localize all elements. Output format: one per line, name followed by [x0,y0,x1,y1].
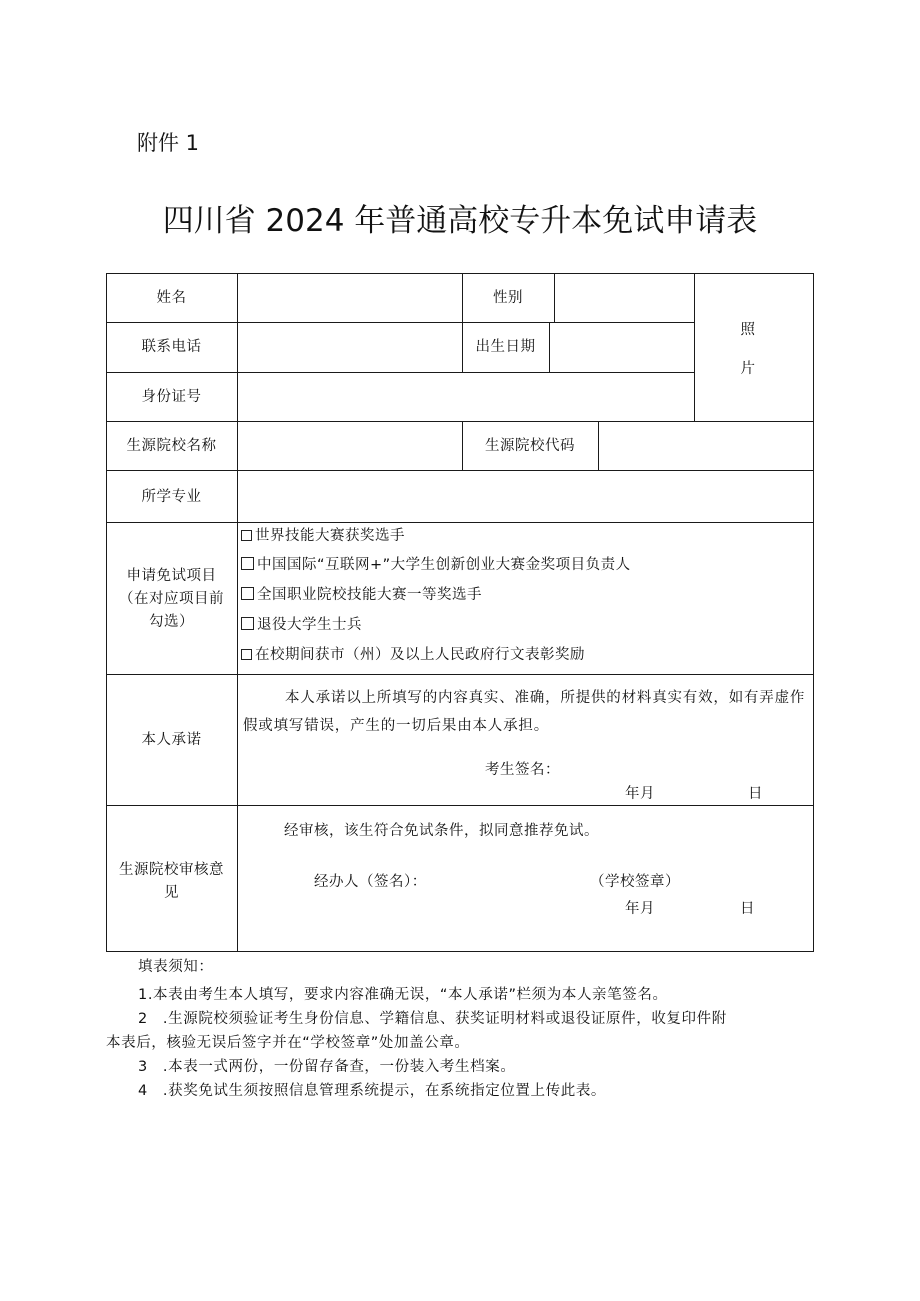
review-label-line2: 见 [164,885,179,901]
examinee-signature-field[interactable] [570,755,770,781]
option-veteran[interactable] [241,614,362,636]
checkbox[interactable] [241,530,252,541]
attachment-label: 附件 1 [137,131,200,155]
option-label: 中国国际“互联网+”大学生创新创业大赛金奖项目负责人 [257,557,631,573]
school-code-label: 生源院校代码 [485,438,575,454]
examinee-signature-label: 考生签名： [485,762,560,778]
pledge-date-day: 日 [748,786,763,802]
review-opinion-text: 经审核，该生符合免试条件，拟同意推荐免试。 [284,823,599,839]
gender-field[interactable] [555,274,694,322]
id-number-label: 身份证号 [141,389,202,405]
option-internet-plus[interactable] [241,554,631,576]
option-label: 世界技能大赛获奖选手 [255,528,405,544]
phone-label: 联系电话 [141,339,202,355]
photo-box[interactable] [695,274,813,421]
note-item-1: 1.本表由考生本人填写，要求内容准确无误，“本人承诺”栏须为本人亲笔签名。 [138,987,668,1003]
option-label: 全国职业院校技能大赛一等奖选手 [257,587,482,603]
school-code-field[interactable] [599,422,813,470]
review-label-line1: 生源院校审核意 [119,862,224,878]
checkbox[interactable] [241,649,252,660]
row-divider [106,674,814,675]
page-title: 四川省 2024 年普通高校专升本免试申请表 [162,203,758,239]
checkbox[interactable] [241,587,254,600]
school-name-field[interactable] [238,422,462,470]
note-item-2: 2 .生源院校须验证考生身份信息、学籍信息、获奖证明材料或退役证原件，收复印件附 [138,1011,727,1027]
photo-label-line2: 片 [740,361,756,377]
row-divider [106,805,814,806]
option-label: 退役大学生士兵 [257,617,362,633]
apply-items-label-line1: 申请免试项目 [126,568,217,584]
checkbox[interactable] [241,557,254,570]
checkbox[interactable] [241,617,254,630]
pledge-label: 本人承诺 [141,732,202,748]
option-government-award[interactable] [241,644,585,666]
option-vocational-skills[interactable] [241,584,482,606]
review-date-year-month: 年月 [625,901,655,917]
pledge-date-year-month: 年月 [625,786,655,802]
pledge-text: 本人承诺以上所填写的内容真实、准确，所提供的材料真实有效，如有弄虚作假或填写错误，产生的一切后果由本人承担。 [243,690,806,734]
note-item-2-cont: 本表后，核验无误后签字并在“学校签章”处加盖公章。 [106,1035,470,1051]
handler-signature-field[interactable] [445,868,575,894]
phone-field[interactable] [238,323,462,372]
name-field[interactable] [238,274,462,322]
gender-label: 性别 [493,290,523,306]
birth-date-field[interactable] [550,323,694,372]
option-label: 在校期间获市（州）及以上人民政府行文表彰奖励 [255,647,585,663]
apply-items-label-line2: （在对应项目前 [119,591,224,607]
major-field[interactable] [238,471,813,522]
notes-heading: 填表须知： [138,959,214,975]
major-label: 所学专业 [141,489,202,505]
row-divider [106,522,814,523]
handler-signature-label: 经办人（签名）： [314,874,427,890]
note-item-3: 3 .本表一式两份，一份留存备查，一份装入考生档案。 [138,1059,516,1075]
option-world-skills[interactable] [241,525,405,547]
photo-label-line1: 照 [740,322,756,338]
school-name-label: 生源院校名称 [126,438,217,454]
name-label: 姓名 [156,290,187,306]
review-date-day: 日 [740,901,755,917]
id-number-field[interactable] [238,373,694,421]
note-item-4: 4 .获奖免试生须按照信息管理系统提示，在系统指定位置上传此表。 [138,1083,607,1099]
apply-items-label-line3: 勾选） [149,614,194,630]
birth-date-label: 出生日期 [475,339,536,355]
school-seal-label: （学校签章） [590,874,680,890]
